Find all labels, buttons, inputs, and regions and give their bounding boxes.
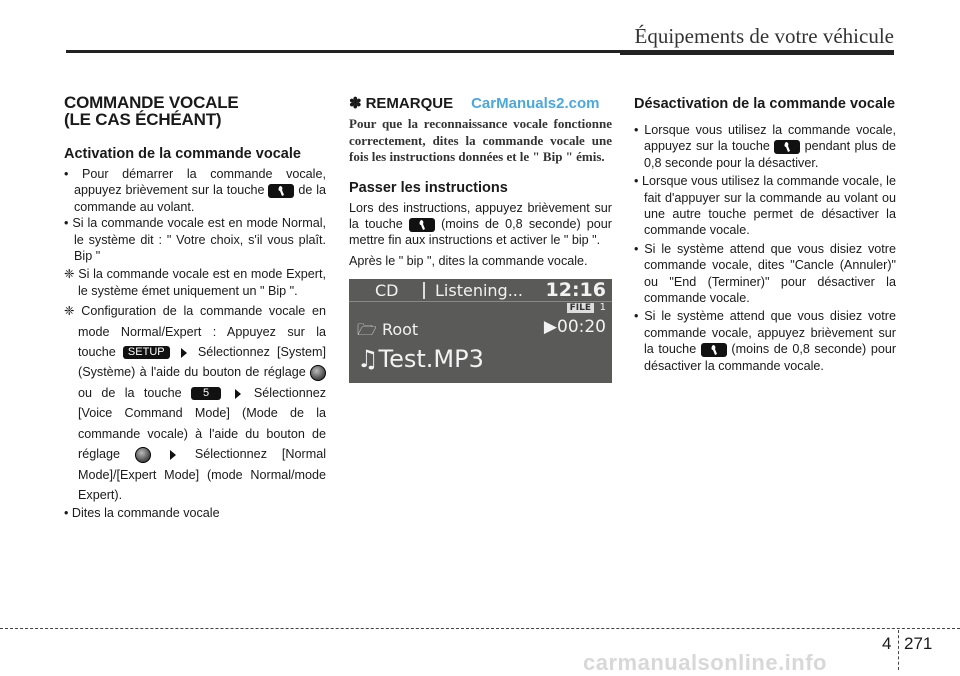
main-heading [64,94,326,128]
display-clock: 12:16 [545,279,606,302]
note-item [64,301,326,505]
note-star-icon: ✽ [349,95,362,112]
text: Sélectionnez [Voice Command Mode] (Mode de la commande vocale) à l'aide du bouton de réglage [78,385,327,462]
setup-key: SETUP [123,346,170,359]
activation-list [64,166,326,522]
list-item: • Dites la commande vocale [64,506,220,521]
note-heading [349,94,612,112]
watermark-logo: CarManuals2.com [471,94,600,112]
section-title: Équipements de votre véhicule [634,24,894,48]
note-title: REMARQUE [365,94,454,112]
text: • Si le système attend que vous disiez votre commande vocale, appuyez brièvement sur la touche [634,309,896,357]
talk-button-icon [268,184,294,198]
tune-knob-icon [135,447,151,463]
activation-subheading: Activation de la commande vocale [64,146,301,162]
display-status-bar [349,279,612,302]
display-separator [423,282,425,299]
page-number: 271 [904,634,933,653]
list-item [634,122,896,171]
page-divider [898,630,900,670]
folder-name: 🗁 Root [357,320,419,340]
note-item: ❈ Si la commande vocale est en mode Expert, le système émet uniquement un " Bip ". [64,267,326,298]
deactivation-list [634,122,896,374]
arrow-right-icon [170,450,176,460]
text: ou de la touche [78,385,182,400]
key-5: 5 [191,387,221,400]
note-body: Pour que la reconnaissance vocale fonctionne correctement, dites la commande vocale une fois les instructions données et le " Bip " émis. [349,116,612,164]
track-name: ♫Test.MP3 [357,345,484,374]
folder-label: Root [381,320,419,340]
column-2 [349,94,612,383]
text: Sélectionnez [System] (Système) à l'aide du bouton de réglage [78,345,327,380]
text: pendant plus de 0,8 seconde pour la désactiver. [644,139,896,170]
list-item: • Si la commande vocale est en mode Normal, le système dit : " Votre choix, s'il vous plaît. Bip " [64,216,326,264]
column-3 [634,94,896,374]
text: Lors des instructions, appuyez brièvement sur la touche [349,200,612,231]
text: (moins de 0,8 seconde) pour mettre fin aux instructions et activer le " bip ". [349,216,612,248]
talk-button-icon [701,343,727,357]
talk-button-icon [409,218,435,232]
text: Sélectionnez [Normal Mode]/[Expert Mode] (mode Normal/mode Expert). [78,447,327,502]
header-rule-accent [620,50,894,55]
list-item: • Si le système attend que vous disiez votre commande vocale, dites "Cancle (Annuler)" ou "End (Terminer)" pour désactiver la commande vocale. [634,241,896,306]
elapsed-label: 00:20 [557,317,606,338]
arrow-right-icon [235,389,241,399]
text: ❈ Configuration de la commande vocale en mode Normal/Expert : Appuyez sur la touche [64,304,326,360]
audio-display [349,279,612,383]
talk-button-icon [774,140,800,154]
file-number: 1 [599,302,606,314]
text: • Pour démarrer la commande vocale, appuyez brièvement sur la touche [64,167,326,198]
after-beep-paragraph: Après le " bip ", dites la commande vocale. [349,253,588,268]
text: • Lorsque vous utilisez la commande vocale, appuyez sur la touche [634,123,896,154]
heading-line-1: COMMANDE VOCALE [64,93,239,112]
heading-line-2: (LE CAS ÉCHÉANT) [64,110,222,129]
deactivation-subheading: Désactivation de la commande vocale [634,96,896,112]
list-item: • Lorsque vous utilisez la commande vocale, le fait d'appuyer sur la commande au volant ou une autre touche permet de désactiver la commande vocale. [634,174,896,238]
text: de la commande au volant. [74,183,327,214]
text: (moins de 0,8 seconde) pour désactiver la commande vocale. [644,342,897,373]
display-status: Listening... [435,281,523,301]
file-badge: FILE [567,303,594,313]
elapsed-time: ▶00:20 [543,317,606,338]
skip-subheading: Passer les instructions [349,179,508,196]
display-source: CD [375,281,399,301]
chapter-number: 4 [882,634,892,653]
arrow-right-icon [181,348,187,358]
footer-watermark: carmanualsonline.info [583,650,827,675]
list-item [634,308,896,374]
tune-knob-icon [310,365,326,381]
skip-paragraph [349,200,612,249]
footer-rule [0,628,960,629]
list-item [64,166,326,215]
column-1 [64,94,326,522]
track-label: Test.MP3 [378,345,484,374]
